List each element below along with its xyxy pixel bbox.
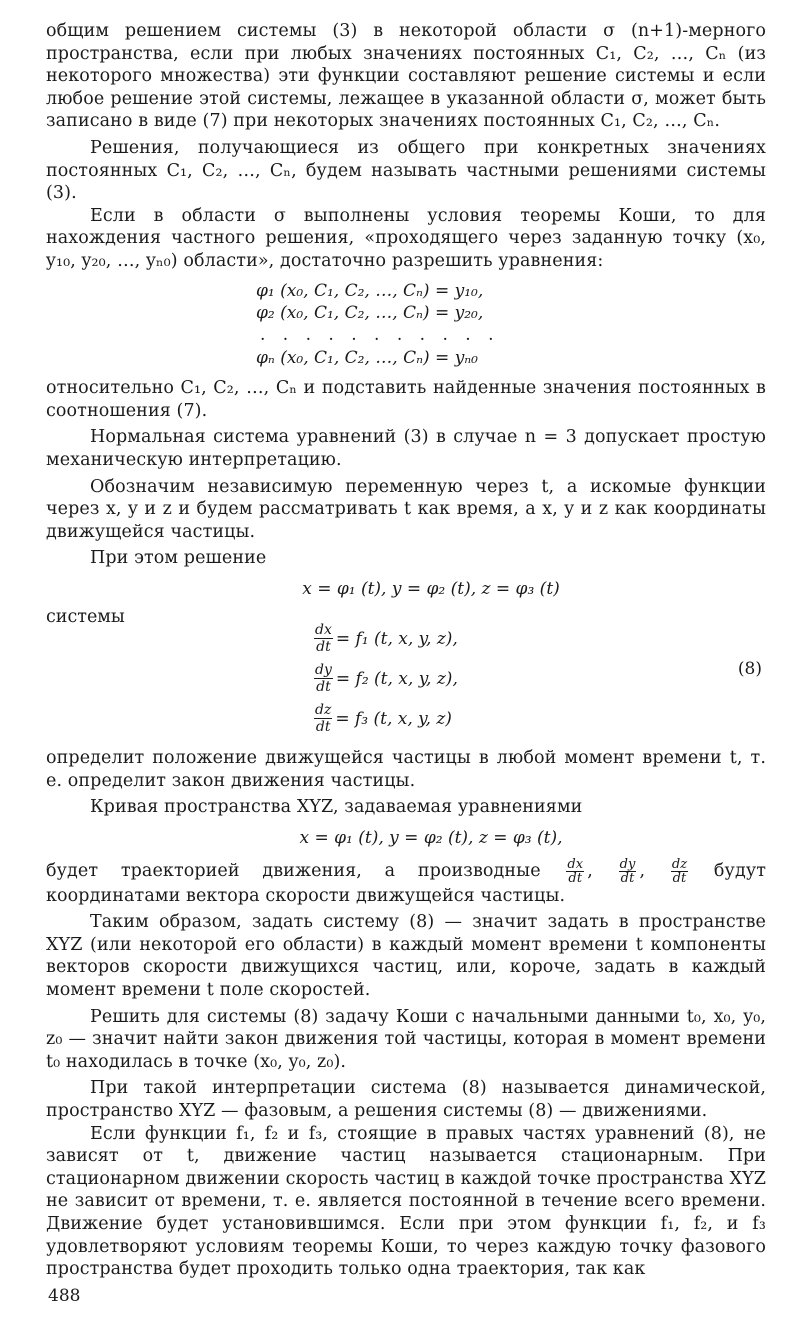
system-rhs-1: = f₁ (t, x, y, z), bbox=[335, 628, 458, 649]
equation-number-8: (8) bbox=[737, 658, 762, 679]
fraction-dx-dt: $\frac{dx}{dt}$ bbox=[315, 622, 332, 656]
inline-fraction-dx-dt: $\frac{dx}{dt}$ bbox=[567, 856, 584, 886]
paragraph-velocity-field: Таким образом, задать систему (8) — значит задать в пространстве XYZ (или некоторой его области) в каждый момент времени t компоненты векторов скорости движущихся частиц, или, короче, задать в каждый момент времени t поле скоростей. bbox=[46, 912, 766, 1001]
equation-dots: . . . . . . . . . . . bbox=[260, 325, 500, 346]
paragraph-dynamic-system: При такой интерпретации система (8) называется динамической, пространство XYZ — фазовым, а решения системы (8) — движениями. bbox=[46, 1078, 766, 1122]
paragraph-notation: Обозначим независимую переменную через t, а искомые функции через x, y и z и будем рассматривать t как время, а x, y и z как координаты движущейся частицы. bbox=[46, 476, 766, 542]
fraction-dy-dt: $\frac{dy}{dt}$ bbox=[315, 662, 332, 696]
equation-solution: x = φ₁ (t), y = φ₂ (t), z = φ₃ (t) bbox=[302, 578, 560, 599]
system-row-dy bbox=[314, 659, 458, 699]
system-rows bbox=[314, 619, 458, 739]
inline-fraction-dz-dt: $\frac{dz}{dt}$ bbox=[671, 856, 688, 886]
paragraph-substitute: относительно C₁, C₂, …, Cₙ и подставить найденные значения постоянных в соотношения (7). bbox=[46, 378, 766, 421]
paragraph-curve: Кривая пространства XYZ, задаваемая уравнениями bbox=[90, 797, 583, 818]
trajectory-text-a: будет траекторией движения, а производные bbox=[46, 860, 541, 881]
system-rhs-2: = f₂ (t, x, y, z), bbox=[335, 668, 458, 689]
equation-phi-n: φₙ (x₀, C₁, C₂, …, Cₙ) = yₙ₀ bbox=[256, 347, 478, 368]
inline-fraction-dy-dt: $\frac{dy}{dt}$ bbox=[619, 856, 636, 886]
paragraph-cauchy: Если в области σ выполнены условия теоремы Коши, то для нахождения частного решения, «проходящего через заданную точку (x₀, y₁₀, y₂₀, …, yₙ₀) области», достаточно разрешить уравнения: bbox=[46, 205, 766, 271]
paragraph-law-of-motion: определит положение движущейся частицы в любой момент времени t, т. е. определит закон движения частицы. bbox=[46, 747, 766, 791]
paragraph-normal-system: Нормальная система уравнений (3) в случае n = 3 допускает простую механическую интерпретацию. bbox=[46, 427, 766, 470]
equation-curve: x = φ₁ (t), y = φ₂ (t), z = φ₃ (t), bbox=[299, 827, 563, 848]
system-label: системы bbox=[46, 606, 125, 627]
equation-phi-2: φ₂ (x₀, C₁, C₂, …, Cₙ) = y₂₀, bbox=[256, 302, 484, 323]
page-number: 488 bbox=[48, 1286, 81, 1306]
system-row-dx bbox=[314, 619, 458, 659]
page-body bbox=[46, 20, 766, 1281]
system-rhs-3: = f₃ (t, x, y, z) bbox=[335, 708, 452, 729]
equation-system-8 bbox=[46, 606, 766, 739]
paragraph-particular-solutions: Решения, получающиеся из общего при конкретных значениях постоянных C₁, C₂, …, Cₙ, будем называть частными решениями системы (3). bbox=[46, 137, 766, 204]
paragraph-cauchy-problem: Решить для системы (8) задачу Коши с начальными данными t₀, x₀, y₀, z₀ — значит найти закон движения той частицы, которая в момент времени t₀ находилась в точке (x₀, y₀, z₀). bbox=[46, 1006, 766, 1072]
fraction-dz-dt: $\frac{dz}{dt}$ bbox=[315, 702, 332, 736]
equation-phi-1: φ₁ (x₀, C₁, C₂, …, Cₙ) = y₁₀, bbox=[256, 280, 484, 301]
system-row-dz bbox=[314, 699, 458, 739]
paragraph-solution-intro: При этом решение bbox=[90, 548, 267, 569]
paragraph-stationary: Если функции f₁, f₂ и f₃, стоящие в правых частях уравнений (8), не зависят от t, движение частиц называется стационарным. При стационарном движении скорость частиц в каждой точке пространства XYZ не зависит от времени, т. е. является постоянной в течение всего времени. Движение будет установившимся. Если при этом функции f₁, f₂, и f₃ удовлетворяют условиям теоремы Коши, то через каждую точку фазового пространства будет проходить только одна траектория, так как bbox=[46, 1123, 766, 1280]
equation-system-phi bbox=[256, 280, 766, 370]
paragraph-trajectory: будет траекторией движения, а производные $\frac{dx}{dt}$ , $\frac{dy}{dt}$ , $\frac{dz}{dt}$ будут координатами вектора скорости движущейся частицы. bbox=[46, 856, 766, 906]
paragraph-general-solution: общим решением системы (3) в некоторой области σ (n+1)-мерного пространства, если при любых значениях постоянных C₁, C₂, …, Cₙ (из некоторого множества) эти функции составляют решение системы и если любое решение этой системы, лежащее в указанной области σ, может быть записано в виде (7) при некоторых значениях постоянных C₁, C₂, …, Cₙ. bbox=[46, 21, 766, 132]
trajectory-text-b: будут координатами вектора скорости движущейся частицы. bbox=[46, 860, 766, 906]
